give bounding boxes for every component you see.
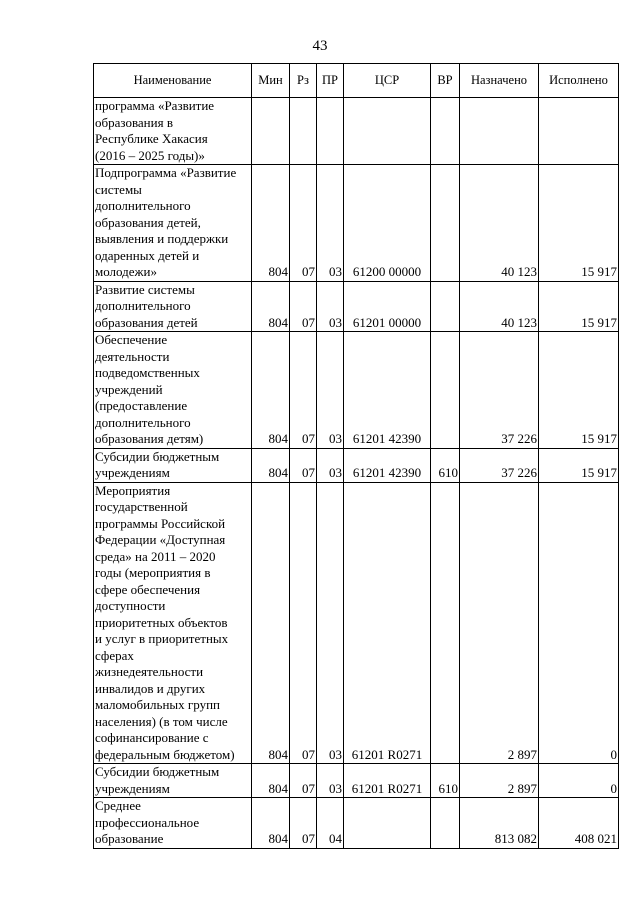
cell-name-line: Мероприятия [95,482,171,498]
cell-name-line: жизнедеятельности [95,664,204,679]
cell-rz: 07 [290,798,317,849]
cell-vr: 610 [431,764,460,798]
cell-name-line: государственной [95,499,188,514]
cell-name [94,764,252,798]
cell-csr [344,798,431,849]
header-planned: Назначено [460,64,539,98]
cell-pr: 03 [317,482,344,764]
cell-name-line: учреждений [95,381,163,397]
cell-name-line: федеральным бюджетом) [95,746,235,762]
cell-name-line: дополнительного [95,298,191,313]
cell-name-line: Среднее [95,798,141,813]
cell-name-line: образования детям) [95,431,204,446]
cell-name-line: выявления и поддержки [95,231,229,246]
cell-rz: 07 [290,281,317,332]
table-row [94,332,619,449]
cell-pr: 03 [317,165,344,282]
cell-name-line: дополнительного [95,414,191,430]
cell-name-line: Республике Хакасия [95,131,208,146]
cell-name [94,332,252,449]
cell-pr: 04 [317,798,344,849]
table-body [94,98,619,849]
cell-vr: 610 [431,448,460,482]
cell-csr: 61201 R0271 [344,482,431,764]
cell-vr [431,332,460,449]
cell-pr: 03 [317,281,344,332]
table-row [94,448,619,482]
cell-planned: 2 897 [460,764,539,798]
cell-name-line: маломобильных групп [95,697,220,712]
cell-name-line: среда» на 2011 – 2020 [95,548,216,564]
cell-vr [431,281,460,332]
cell-name-line: населения) (в том числе [95,713,228,729]
cell-name [94,448,252,482]
cell-rz: 07 [290,332,317,449]
cell-executed [539,98,619,165]
cell-planned: 40 123 [460,281,539,332]
cell-min: 804 [252,332,290,449]
header-vr: ВР [431,64,460,98]
cell-csr: 61201 00000 [344,281,431,332]
cell-csr: 61201 R0271 [344,764,431,798]
table-row [94,764,619,798]
budget-table [93,63,619,849]
cell-rz: 07 [290,764,317,798]
table-header-row [94,64,619,98]
cell-executed: 408 021 [539,798,619,849]
cell-min: 804 [252,798,290,849]
table-row [94,165,619,282]
header-name: Наименование [94,64,252,98]
cell-vr [431,798,460,849]
cell-name-line: программа «Развитие [95,98,215,113]
table-row [94,482,619,764]
cell-name-line: дополнительного [95,198,191,213]
cell-csr [344,98,431,165]
cell-rz: 07 [290,482,317,764]
cell-vr [431,482,460,764]
header-min: Мин [252,64,290,98]
cell-name-line: и услуг в приоритетных [95,631,229,646]
cell-executed: 0 [539,764,619,798]
cell-vr [431,165,460,282]
cell-name-line: образования детей, [95,214,201,230]
cell-name-line: учреждениям [95,780,170,796]
cell-pr: 03 [317,764,344,798]
cell-executed: 15 917 [539,165,619,282]
cell-planned: 37 226 [460,448,539,482]
cell-pr [317,98,344,165]
cell-min: 804 [252,448,290,482]
cell-csr: 61200 00000 [344,165,431,282]
page-number: 43 [312,38,328,54]
cell-name-line: образования в [95,114,173,130]
cell-name [94,165,252,282]
table-row [94,98,619,165]
cell-name-line: сфере обеспечения [95,581,201,597]
header-csr: ЦСР [344,64,431,98]
cell-planned [460,98,539,165]
cell-csr: 61201 42390 [344,332,431,449]
cell-name-line: программы Российской [95,515,226,531]
cell-name-line: сферах [95,647,134,663]
cell-rz: 07 [290,165,317,282]
cell-name-line: приоритетных объектов [95,614,228,630]
cell-executed: 15 917 [539,332,619,449]
cell-name [94,98,252,165]
cell-min: 804 [252,281,290,332]
cell-name-line: Подпрограмма «Развитие [95,165,237,180]
cell-min: 804 [252,482,290,764]
cell-name [94,798,252,849]
cell-planned: 2 897 [460,482,539,764]
cell-csr: 61201 42390 [344,448,431,482]
cell-name-line: образования детей [95,314,198,330]
cell-min: 804 [252,165,290,282]
cell-name-line: инвалидов и других [95,680,206,696]
cell-name [94,482,252,764]
cell-name-line: Развитие системы [95,281,195,297]
cell-vr [431,98,460,165]
table-row [94,798,619,849]
header-pr: ПР [317,64,344,98]
cell-name-line: (2016 – 2025 годы)» [95,147,205,163]
table-row [94,281,619,332]
header-rz: Рз [290,64,317,98]
cell-name [94,281,252,332]
cell-min: 804 [252,764,290,798]
cell-name-line: доступности [95,598,166,613]
cell-name-line: подведомственных [95,365,200,380]
cell-planned: 37 226 [460,332,539,449]
cell-executed: 0 [539,482,619,764]
cell-executed: 15 917 [539,448,619,482]
cell-name-line: (предоставление [95,398,188,413]
cell-name-line: Обеспечение [95,332,168,347]
cell-name-line: Федерации «Доступная [95,532,226,547]
cell-planned: 40 123 [460,165,539,282]
cell-rz: 07 [290,448,317,482]
cell-name-line: профессиональное [95,814,200,830]
cell-name-line: годы (мероприятия в [95,565,211,580]
cell-name-line: учреждениям [95,465,170,480]
cell-executed: 15 917 [539,281,619,332]
cell-name-line: Субсидии бюджетным [95,764,220,779]
cell-name-line: системы [95,181,142,197]
cell-name-line: Субсидии бюджетным [95,448,220,464]
cell-pr: 03 [317,448,344,482]
cell-name-line: образование [95,831,164,846]
cell-rz [290,98,317,165]
cell-pr: 03 [317,332,344,449]
cell-name-line: софинансирование с [95,730,209,745]
cell-name-line: деятельности [95,348,170,364]
cell-name-line: одаренных детей и [95,247,200,263]
cell-planned: 813 082 [460,798,539,849]
header-executed: Исполнено [539,64,619,98]
cell-name-line: молодежи» [95,264,157,279]
cell-min [252,98,290,165]
